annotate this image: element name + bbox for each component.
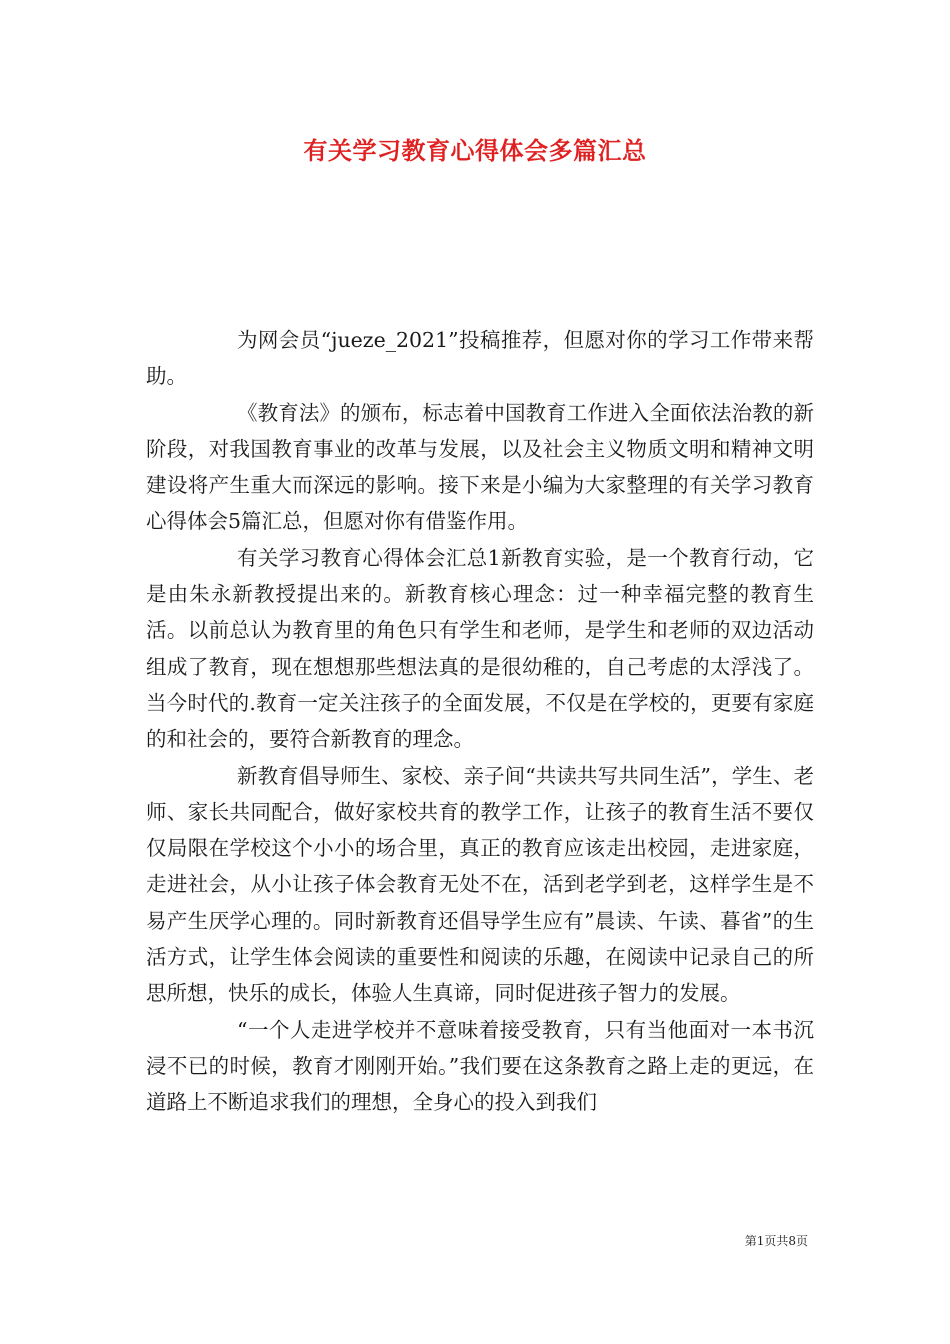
paragraph-co-reading: 新教育倡导师生、家校、亲子间“共读共写共同生活”，学生、老师、家长共同配合，做好家校共育的教学工作，让孩子的教育生活不要仅仅局限在学校这个小小的场合里，真正的教育应该走出校园，走进家庭，走进社会，从小让孩子体会教育无处不在，活到老学到老，这样学生是不易产生厌学心理的。同时新教育还倡导学生应有”晨读、午读、暮省”的生活方式，让学生体会阅读的重要性和阅读的乐趣，在阅读中记录自己的所思所想，快乐的成长，体验人生真谛，同时促进孩子智力的发展。 <box>146 763 814 1006</box>
page-number-footer: 第1页共8页 <box>744 1234 808 1248</box>
paragraph-new-education: 有关学习教育心得体会汇总1新教育实验，是一个教育行动，它是由朱永新教授提出来的。新教育核心理念：过一种幸福完整的教育生活。以前总认为教育里的角色只有学生和老师，是学生和老师的双边活动组成了教育，现在想想那些想法真的是很幼稚的，自己考虑的太浮浅了。当今时代的.教育一定关注孩子的全面发展，不仅是在学校的，更要有家庭的和社会的，要符合新教育的理念。 <box>146 545 814 752</box>
paragraph-education-law: 《教育法》的颁布，标志着中国教育工作进入全面依法治教的新阶段，对我国教育事业的改革与发展，以及社会主义物质文明和精神文明建设将产生重大而深远的影响。接下来是小编为大家整理的有关学习教育心得体会5篇汇总，但愿对你有借鉴作用。 <box>146 400 814 534</box>
paragraph-quote: “一个人走进学校并不意味着接受教育，只有当他面对一本书沉浸不已的时候，教育才刚刚开始。”我们要在这条教育之路上走的更远，在道路上不断追求我们的理想，全身心的投入到我们 <box>146 1017 814 1115</box>
paragraph-intro: 为网会员“jueze_2021”投稿推荐，但愿对你的学习工作带来帮助。 <box>146 328 814 389</box>
document-body <box>146 322 814 1121</box>
document-title: 有关学习教育心得体会多篇汇总 <box>303 136 647 165</box>
